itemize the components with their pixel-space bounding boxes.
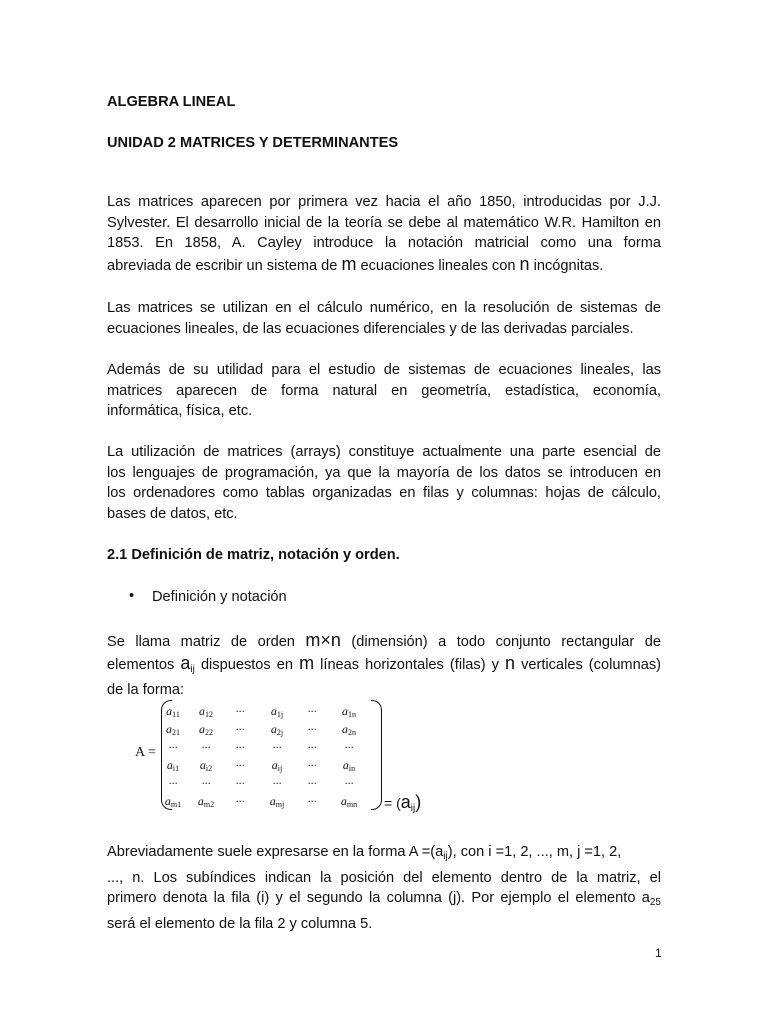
matrix-cell xyxy=(262,758,292,776)
bullet-text: Definición y notación xyxy=(152,589,287,605)
paragraph-applications xyxy=(107,360,661,422)
matrix-cell-symbol: ··· xyxy=(235,776,245,790)
var-m: m xyxy=(341,253,357,274)
eq-prefix: = ( xyxy=(384,795,401,811)
definition-line2-a: elementos xyxy=(107,656,181,673)
para1-line4-b: ecuaciones lineales con xyxy=(356,257,520,274)
matrix-cell-symbol: a xyxy=(270,722,277,736)
matrix-cell xyxy=(191,758,221,776)
matrix-cell-subscript: ij xyxy=(277,764,283,773)
para5-line1 xyxy=(107,842,661,868)
eq-suffix: ) xyxy=(415,792,422,812)
matrix-cell xyxy=(297,794,327,808)
matrix-cell xyxy=(191,776,221,790)
matrix-cell-symbol: ··· xyxy=(307,794,317,808)
matrix-cell-symbol: ··· xyxy=(201,740,211,754)
paragraph-notation xyxy=(107,842,661,934)
para5-line1-b: ), con i =1, 2, ..., m, j =1, 2, xyxy=(447,844,622,860)
matrix-cell xyxy=(297,722,327,736)
para1-line2: Sylvester. El desarrollo inicial de la teoría se debe al matemático W.R. Hamilton en xyxy=(107,214,661,231)
para4-line4: bases de datos, etc. xyxy=(107,505,238,522)
var-m: m xyxy=(299,652,315,673)
matrix-cell xyxy=(191,794,221,812)
matrix-cell-subscript: m1 xyxy=(170,800,182,809)
matrix-cell xyxy=(334,740,364,754)
matrix-cell xyxy=(262,722,292,740)
eq-sub: ij xyxy=(410,803,416,814)
matrix-cell-symbol: ··· xyxy=(168,740,178,754)
matrix-cell-symbol: a xyxy=(342,722,348,736)
matrix-cell-symbol: a xyxy=(166,758,173,772)
para2-line1: Las matrices se utilizan en el cálculo numérico, en la resolución de sistemas de xyxy=(107,300,661,316)
order-mxn: m×n xyxy=(305,630,341,650)
matrix-cell xyxy=(225,740,255,754)
para3-line3: informática, física, etc. xyxy=(107,403,253,420)
matrix-cell-symbol: a xyxy=(270,704,277,718)
matrix-cell-subscript: 12 xyxy=(205,710,213,719)
eq-a: a xyxy=(400,792,411,812)
matrix-cell xyxy=(297,740,327,754)
matrix-cell xyxy=(297,758,327,772)
matrix-cell-subscript: 2n xyxy=(348,728,356,737)
para5-line2: ..., n. Los subíndices indican la posición del elemento dentro de la matriz, el xyxy=(107,869,661,886)
matrix-cell xyxy=(334,722,364,740)
var-n: n xyxy=(505,652,516,673)
matrix-cell-symbol: a xyxy=(199,722,205,736)
matrix-cell-symbol: ··· xyxy=(235,758,245,772)
matrix-cell-subscript: m2 xyxy=(203,800,215,809)
matrix-cell-symbol: ··· xyxy=(235,704,245,718)
matrix-cell xyxy=(262,776,292,790)
matrix-cell-symbol: a xyxy=(340,794,347,808)
definition-line3: de la forma: xyxy=(107,682,185,699)
matrix-cell-symbol: ··· xyxy=(235,722,245,736)
matrix-cell xyxy=(225,758,255,772)
page-number: 1 xyxy=(655,946,662,960)
bullet-icon: • xyxy=(129,588,135,604)
para3-line2: matrices aparecen de forma natural en geometría, estadística, economía, xyxy=(107,382,661,399)
matrix-label: A = xyxy=(135,745,156,760)
matrix-cell xyxy=(225,776,255,790)
definition-line2-d: verticales (columnas) xyxy=(515,656,661,673)
matrix-cell xyxy=(158,776,188,790)
para5-line4: será el elemento de la fila 2 y columna 5. xyxy=(107,915,373,932)
matrix-cell xyxy=(191,704,221,722)
para1-line4-c: incógnitas. xyxy=(529,257,604,274)
matrix-cell-subscript: 2j xyxy=(276,728,284,737)
section-heading: 2.1 Definición de matriz, notación y orden. xyxy=(107,547,400,563)
matrix-cell xyxy=(158,758,188,776)
sub-25: 25 xyxy=(649,897,661,909)
matrix-cell xyxy=(225,794,255,808)
var-a: a xyxy=(180,652,191,673)
matrix-cell-subscript: 22 xyxy=(205,728,213,737)
para2-line2: ecuaciones lineales, de las ecuaciones diferenciales y de las derivadas parciales. xyxy=(107,320,634,337)
definition-line2 xyxy=(107,653,661,681)
matrix-cell-symbol: a xyxy=(199,704,205,718)
document-title: ALGEBRA LINEAL xyxy=(107,94,236,110)
matrix-cell-subscript: 1j xyxy=(276,710,284,719)
matrix-cell xyxy=(158,740,188,754)
matrix-cell-symbol: ··· xyxy=(344,776,354,790)
sub-ij: ij xyxy=(443,851,448,862)
para4-line2: los lenguajes de programación, ya que la mayoría de los datos se introducen en xyxy=(107,464,661,481)
matrix-cell-subscript: 1n xyxy=(348,710,356,719)
matrix-A xyxy=(135,698,455,818)
matrix-cell xyxy=(334,704,364,722)
matrix-cell xyxy=(334,794,364,812)
matrix-cell-symbol: a xyxy=(199,758,206,772)
para1-line4 xyxy=(107,254,661,277)
para4-line1: La utilización de matrices (arrays) constituye actualmente una parte esencial de xyxy=(107,444,661,460)
matrix-cell-symbol: a xyxy=(197,794,204,808)
matrix-cell xyxy=(262,740,292,754)
matrix-cell-symbol: ··· xyxy=(307,704,317,718)
paragraph-history xyxy=(107,192,661,276)
definition-line1-a: Se llama matriz de orden xyxy=(107,634,306,650)
sub-ij: ij xyxy=(190,663,195,675)
matrix-cell-subscript: i2 xyxy=(205,764,213,773)
matrix-cell xyxy=(225,704,255,718)
definition-line1-b: (dimensión) a todo conjunto rectangular de xyxy=(340,634,661,650)
definition-line1 xyxy=(107,630,661,653)
matrix-cell xyxy=(158,704,188,722)
matrix-cell-symbol: ··· xyxy=(168,776,178,790)
matrix-cell-symbol: a xyxy=(166,722,172,736)
matrix-cell-symbol: a xyxy=(271,758,278,772)
para5-line1-a: Abreviadamente suele expresarse en la forma A =(a xyxy=(107,844,444,860)
matrix-cell-symbol: ··· xyxy=(307,722,317,736)
matrix-cell xyxy=(334,758,364,776)
matrix-cell-symbol: ··· xyxy=(344,740,354,754)
matrix-cell xyxy=(297,704,327,718)
matrix-cell-subscript: 11 xyxy=(172,710,180,719)
matrix-cell-subscript: mn xyxy=(346,800,358,809)
var-n: n xyxy=(519,253,530,274)
unit-heading: UNIDAD 2 MATRICES Y DETERMINANTES xyxy=(107,135,399,151)
matrix-cell-symbol: a xyxy=(342,704,348,718)
paragraph-definition xyxy=(107,630,661,701)
definition-line2-b: dispuestos en xyxy=(194,656,300,673)
matrix-cell xyxy=(191,740,221,754)
right-paren xyxy=(371,700,382,810)
matrix-cell-symbol: a xyxy=(164,794,171,808)
matrix-cell xyxy=(262,794,292,812)
matrix-cell xyxy=(334,776,364,790)
para1-line1: Las matrices aparecen por primera vez hacia el año 1850, introducidas por J.J. xyxy=(107,194,661,210)
matrix-cell-symbol: ··· xyxy=(307,776,317,790)
matrix-cell-subscript: mj xyxy=(275,800,285,809)
para1-line3: 1853. En 1858, A. Cayley introduce la notación matricial como una forma xyxy=(107,235,661,252)
matrix-cell xyxy=(158,794,188,812)
matrix-cell xyxy=(225,722,255,736)
para5-line3 xyxy=(107,888,661,914)
matrix-cell xyxy=(191,722,221,740)
matrix-cell-symbol: ··· xyxy=(272,740,282,754)
matrix-equals-aij xyxy=(384,792,421,814)
matrix-cell-symbol: ··· xyxy=(272,776,282,790)
para3-line1: Además de su utilidad para el estudio de sistemas de ecuaciones lineales, las xyxy=(107,362,661,378)
matrix-cell-symbol: a xyxy=(342,758,349,772)
definition-line2-c: líneas horizontales (filas) y xyxy=(314,656,506,673)
matrix-cell xyxy=(262,704,292,722)
paragraph-programming xyxy=(107,442,661,524)
matrix-cell-symbol: a xyxy=(269,794,276,808)
matrix-cell-subscript: 21 xyxy=(172,728,180,737)
para5-line3-a: primero denota la fila (i) y el segundo la columna (j). Por ejemplo el elemento a xyxy=(107,890,650,907)
matrix-cell xyxy=(297,776,327,790)
matrix-cell-subscript: i1 xyxy=(172,764,180,773)
matrix-cell-subscript: in xyxy=(348,764,356,773)
paragraph-uses xyxy=(107,298,661,339)
matrix-cell-symbol: ··· xyxy=(201,776,211,790)
para4-line3: los ordenadores como tablas organizadas en filas y columnas: hojas de cálculo, xyxy=(107,485,661,502)
matrix-cell-symbol: ··· xyxy=(235,794,245,808)
matrix-cell xyxy=(158,722,188,740)
para1-line4-a: abreviada de escribir un sistema de xyxy=(107,257,342,274)
matrix-cell-symbol: ··· xyxy=(235,740,245,754)
matrix-cell-symbol: ··· xyxy=(307,740,317,754)
matrix-cell-symbol: ··· xyxy=(307,758,317,772)
matrix-cell-symbol: a xyxy=(166,704,173,718)
